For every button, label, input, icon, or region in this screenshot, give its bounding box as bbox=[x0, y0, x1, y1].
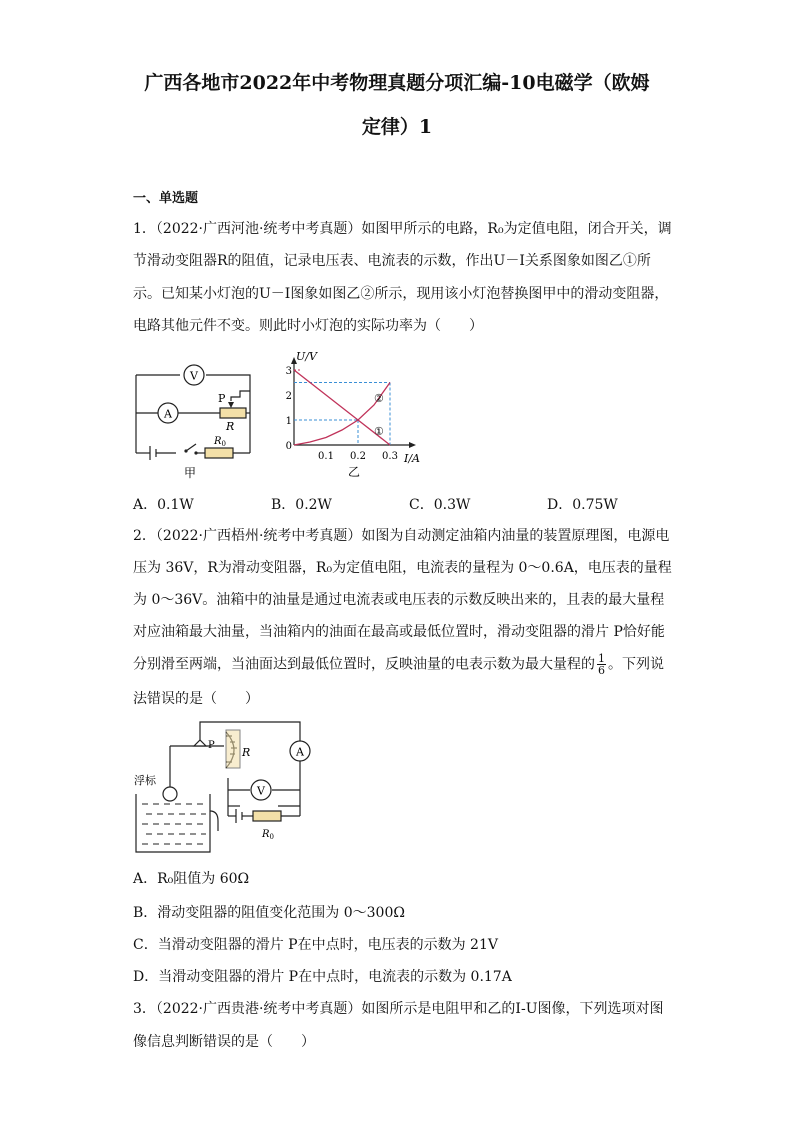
resistor-label: $R_0$ bbox=[214, 436, 226, 448]
y-tick-label: 3 bbox=[285, 366, 292, 377]
figure-caption: 甲 bbox=[183, 466, 197, 480]
q1-circuit-jia bbox=[128, 355, 268, 485]
slider-label: P bbox=[218, 392, 226, 405]
q3-line: 3．（2022·广西贵港·统考中考真题）如图所示是电阻甲和乙的I-U图像，下列选项对图 bbox=[133, 1001, 664, 1017]
resistor-label: $R_0$ bbox=[262, 829, 274, 841]
y-tick-label: 1 bbox=[285, 416, 292, 427]
rheostat-icon bbox=[220, 408, 246, 418]
resistor-icon bbox=[205, 448, 233, 458]
rheostat-label: R bbox=[226, 420, 235, 433]
figure-caption: 乙 bbox=[347, 465, 361, 479]
q2-line: 法错误的是（ ） bbox=[133, 691, 259, 707]
x-tick-label: 0.2 bbox=[350, 451, 366, 462]
series-2-label: ② bbox=[374, 392, 384, 405]
q2-line-tail: 。下列说 bbox=[608, 656, 664, 673]
q1-option-c[interactable]: C．0.3W bbox=[409, 497, 471, 513]
q1-graph-yi bbox=[278, 345, 438, 485]
q2-option-b[interactable]: B．滑动变阻器的阻值变化范围为 0～300Ω bbox=[133, 905, 405, 921]
q2-option-c[interactable]: C．当滑动变阻器的滑片 P在中点时，电压表的示数为 21V bbox=[133, 937, 498, 953]
voltmeter-label: V bbox=[190, 369, 198, 383]
voltmeter-label: V bbox=[257, 784, 265, 798]
q3-line: 像信息判断错误的是（ ） bbox=[133, 1034, 315, 1050]
rheostat-label: R bbox=[242, 746, 251, 759]
fraction-one-sixth: $\frac{1}{6}$ bbox=[598, 652, 605, 677]
q1-line: 节滑动变阻器R的阻值，记录电压表、电流表的示数，作出U－I关系图象如图乙①所 bbox=[133, 253, 651, 269]
float-label: 浮标 bbox=[134, 774, 156, 787]
q2-line: 压为 36V，R为滑动变阻器，R₀为定值电阻，电流表的量程为 0～0.6A，电压表的量程 bbox=[133, 560, 672, 576]
q2-line-text: 分别滑至两端，当油面达到最低位置时，反映油量的电表示数为最大量程的 bbox=[133, 656, 595, 673]
q1-option-d[interactable]: D．0.75W bbox=[547, 497, 618, 513]
y-tick-label: 2 bbox=[285, 391, 292, 402]
x-tick-label: 0.3 bbox=[382, 451, 398, 462]
q2-line: 2．（2022·广西梧州·统考中考真题）如图为自动测定油箱内油量的装置原理图，电源电 bbox=[133, 528, 670, 544]
q1-option-a[interactable]: A．0.1W bbox=[133, 497, 194, 513]
resistor-icon bbox=[253, 811, 281, 821]
q1-line: 电路其他元件不变。则此时小灯泡的实际功率为（ ） bbox=[133, 318, 483, 334]
ammeter-label: A bbox=[164, 407, 172, 421]
rheostat-arc-icon bbox=[226, 730, 240, 768]
q1-line: 示。已知某小灯泡的U－I图象如图乙②所示，现用该小灯泡替换图甲中的滑动变阻器， bbox=[133, 286, 669, 302]
doc-title-line1: 广西各地市2022年中考物理真题分项汇编-10电磁学（欧姆 bbox=[144, 72, 650, 94]
q2-line-with-fraction bbox=[133, 653, 664, 676]
section-heading: 一、单选题 bbox=[133, 191, 199, 206]
slider-label: P bbox=[208, 740, 215, 751]
q2-option-d[interactable]: D．当滑动变阻器的滑片 P在中点时，电流表的示数为 0.17A bbox=[133, 969, 512, 985]
ammeter-label: A bbox=[296, 745, 304, 759]
q1-line: 1．（2022·广西河池·统考中考真题）如图甲所示的电路，R₀为定值电阻，闭合开关，调 bbox=[133, 221, 672, 237]
q2-option-a[interactable]: A．R₀阻值为 60Ω bbox=[133, 871, 250, 887]
series-1-label: ① bbox=[374, 425, 384, 438]
q2-line: 对应油箱最大油量，当油箱内的油面在最高或最低位置时，滑动变阻器的滑片 P恰好能 bbox=[133, 624, 665, 640]
q2-line: 为 0～36V。油箱中的油量是通过电流表或电压表的示数反映出来的，且表的最大量程 bbox=[133, 592, 665, 608]
float-icon bbox=[163, 787, 177, 801]
y-tick-label: 0 bbox=[285, 441, 292, 452]
x-axis-label: I/A bbox=[404, 452, 420, 465]
x-axis-arrow bbox=[409, 442, 416, 448]
pivot-icon bbox=[194, 740, 206, 746]
x-tick-label: 0.1 bbox=[318, 451, 334, 462]
y-axis-label: U/V bbox=[296, 350, 317, 363]
slider-arrow-icon bbox=[228, 402, 234, 408]
doc-title-line2: 定律）1 bbox=[361, 116, 433, 138]
q2-oil-tank-diagram bbox=[128, 716, 318, 861]
q1-option-b[interactable]: B．0.2W bbox=[271, 497, 332, 513]
